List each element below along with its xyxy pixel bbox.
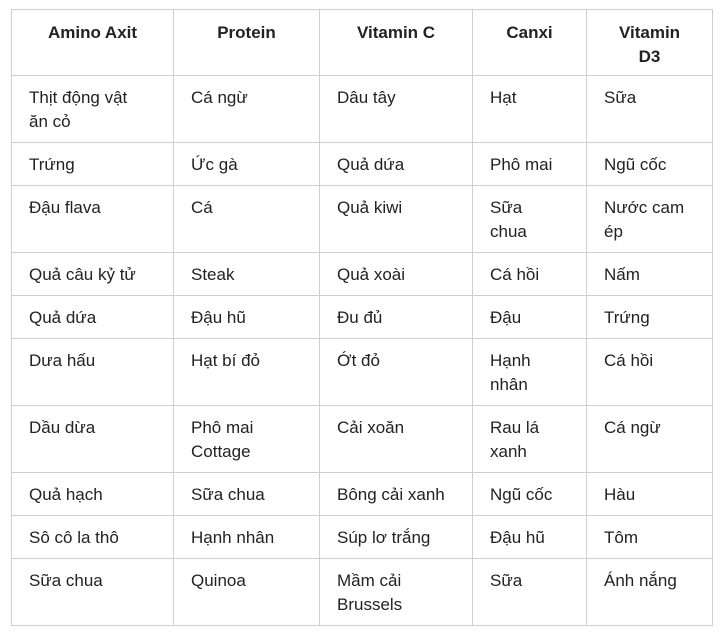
table-cell: Dâu tây (320, 76, 473, 143)
table-cell: Sữa chua (174, 473, 320, 516)
table-cell: Súp lơ trắng (320, 516, 473, 559)
table-cell: Nấm (587, 253, 713, 296)
table-cell: Dầu dừa (12, 406, 174, 473)
table-row (12, 516, 713, 559)
table-cell: Trứng (587, 296, 713, 339)
table-cell: Rau lá xanh (473, 406, 587, 473)
table-cell: Cá ngừ (587, 406, 713, 473)
nutrition-table (11, 9, 713, 626)
table-cell: Bông cải xanh (320, 473, 473, 516)
table-cell: Đậu hũ (174, 296, 320, 339)
table-cell: Quả dứa (12, 296, 174, 339)
header-canxi: Canxi (473, 10, 587, 76)
table-cell: Quinoa (174, 559, 320, 626)
table-header-row (12, 10, 713, 76)
header-amino-axit: Amino Axit (12, 10, 174, 76)
table-row (12, 296, 713, 339)
table-cell: Quả hạch (12, 473, 174, 516)
table-cell: Cá (174, 186, 320, 253)
table-cell: Ức gà (174, 143, 320, 186)
table-cell: Phô mai (473, 143, 587, 186)
table-cell: Nước cam ép (587, 186, 713, 253)
table-cell: Đậu flava (12, 186, 174, 253)
table-cell: Tôm (587, 516, 713, 559)
header-vitamin-c: Vitamin C (320, 10, 473, 76)
table-cell: Sữa (587, 76, 713, 143)
table-cell: Đậu hũ (473, 516, 587, 559)
table-row (12, 186, 713, 253)
table-cell: Quả kiwi (320, 186, 473, 253)
table-cell: Sữa (473, 559, 587, 626)
table-cell: Cá ngừ (174, 76, 320, 143)
header-vitamin-d3: Vitamin D3 (587, 10, 713, 76)
table-cell: Hạt bí đỏ (174, 339, 320, 406)
table-row (12, 473, 713, 516)
table-cell: Ớt đỏ (320, 339, 473, 406)
table-cell: Sữa chua (473, 186, 587, 253)
table-row (12, 406, 713, 473)
table-row (12, 253, 713, 296)
table-row (12, 559, 713, 626)
table-cell: Quả dứa (320, 143, 473, 186)
header-protein: Protein (174, 10, 320, 76)
table-cell: Cải xoăn (320, 406, 473, 473)
table-cell: Sô cô la thô (12, 516, 174, 559)
table-cell: Dưa hấu (12, 339, 174, 406)
table-cell: Hạt (473, 76, 587, 143)
table-cell: Hạnh nhân (473, 339, 587, 406)
table-cell: Đậu (473, 296, 587, 339)
table-cell: Mầm cải Brussels (320, 559, 473, 626)
table-cell: Thịt động vật ăn cỏ (12, 76, 174, 143)
table-cell: Ngũ cốc (587, 143, 713, 186)
table-row (12, 76, 713, 143)
table-cell: Quả câu kỷ tử (12, 253, 174, 296)
table-cell: Hạnh nhân (174, 516, 320, 559)
table-cell: Cá hồi (473, 253, 587, 296)
table-cell: Steak (174, 253, 320, 296)
nutrition-table-container (11, 9, 713, 626)
table-row (12, 339, 713, 406)
table-cell: Sữa chua (12, 559, 174, 626)
table-cell: Ánh nắng (587, 559, 713, 626)
table-cell: Hàu (587, 473, 713, 516)
table-cell: Đu đủ (320, 296, 473, 339)
table-cell: Quả xoài (320, 253, 473, 296)
table-row (12, 143, 713, 186)
table-cell: Trứng (12, 143, 174, 186)
table-cell: Phô mai Cottage (174, 406, 320, 473)
table-cell: Ngũ cốc (473, 473, 587, 516)
table-cell: Cá hồi (587, 339, 713, 406)
